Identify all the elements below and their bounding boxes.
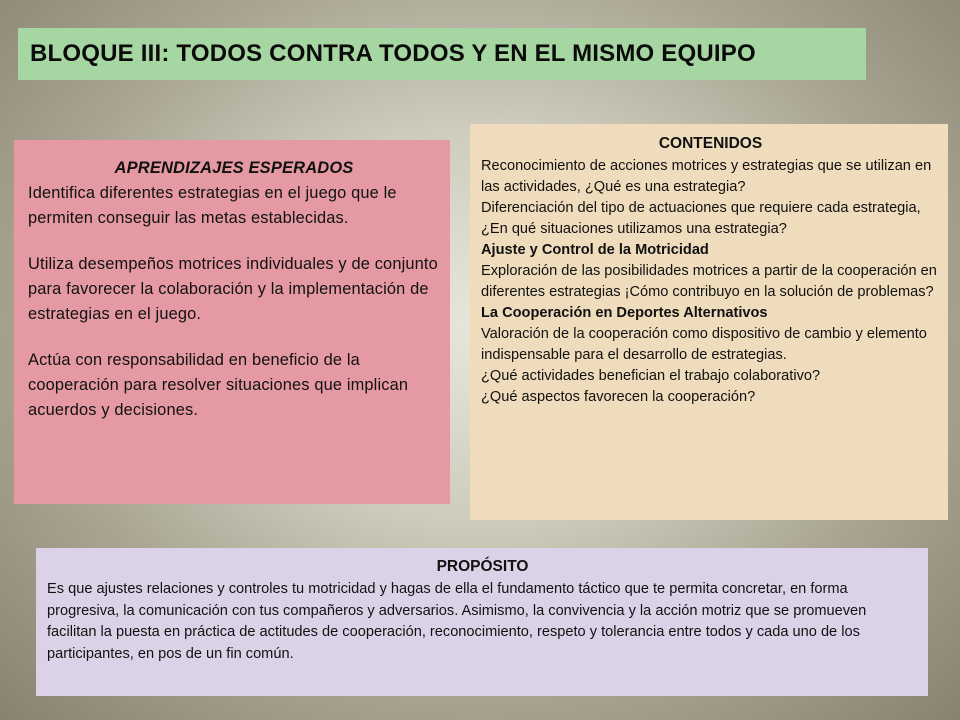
proposito-panel [36,548,928,696]
contenido-item: Reconocimiento de acciones motrices y estrategias que se utilizan en las actividades, ¿Qué es una estrategia? [481,158,932,195]
contenido-item: ¿Qué actividades benefician el trabajo colaborativo? [481,368,821,384]
aprendizaje-item: Identifica diferentes estrategias en el juego que le permiten conseguir las metas establecidas. [28,184,397,227]
aprendizaje-item: Utiliza desempeños motrices individuales y de conjunto para favorecer la colaboración y la implementación de estrategias en el juego. [28,255,438,323]
aprendizaje-item: Actúa con responsabilidad en beneficio de la cooperación para resolver situaciones que implican acuerdos y decisiones. [28,351,409,419]
contenidos-panel [470,124,948,520]
contenido-item: Diferenciación del tipo de actuaciones que requiere cada estrategia, ¿En qué situaciones utilizamos una estrategia? [481,200,921,237]
contenido-item: Valoración de la cooperación como dispositivo de cambio y elemento indispensable para el desarrollo de estrategias. [481,326,927,363]
contenido-subheading: La Cooperación en Deportes Alternativos [481,305,768,321]
proposito-text: Es que ajustes relaciones y controles tu motricidad y hagas de ella el fundamento táctico que te permita concretar, en forma progresiva, la comunicación con tus compañeros y adversarios. Asimismo, la convivencia y la acción motriz que se promueven facilitan la puesta en práctica de actitudes de cooperación, reconocimiento, respeto y tolerancia entre todos y cada uno de los participantes, en pos de un fin común. [47,581,867,662]
contenido-item: ¿Qué aspectos favorecen la cooperación? [481,389,756,405]
page-title: BLOQUE III: TODOS CONTRA TODOS Y EN EL MISMO EQUIPO [18,28,866,80]
contenido-subheading: Ajuste y Control de la Motricidad [481,242,709,258]
proposito-heading: PROPÓSITO [436,558,529,575]
contenido-item: Exploración de las posibilidades motrices a partir de la cooperación en diferentes estrategias ¡Cómo contribuyo en la solución de problemas? [481,263,937,300]
aprendizajes-esperados-panel [14,140,450,504]
contenidos-heading: CONTENIDOS [658,135,763,152]
aprendizajes-heading: APRENDIZAJES ESPERADOS [114,159,354,177]
